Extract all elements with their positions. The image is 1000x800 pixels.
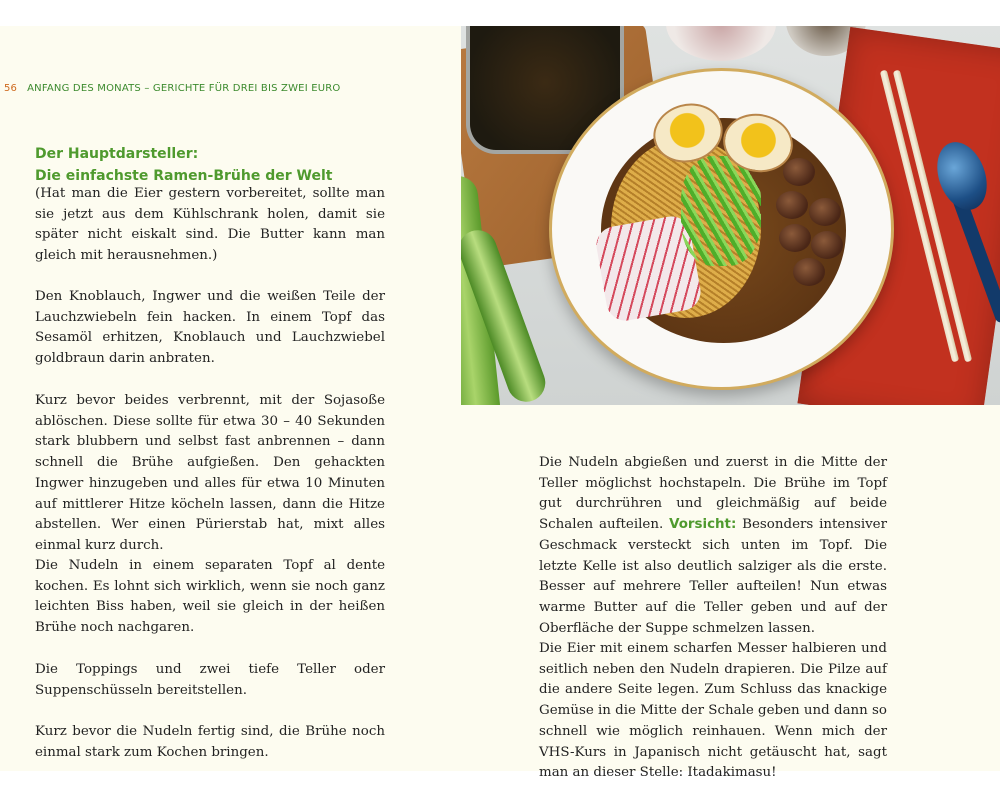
mushroom — [811, 231, 843, 259]
ramen-photo — [461, 26, 1000, 405]
mushroom — [793, 258, 825, 286]
paragraph: Die Eier mit einem scharfen Messer halbieren und seitlich neben den Nudeln drapieren. Die Pilze auf die andere Seite legen. Zum Schluss das knackige Gemüse in die Mitte der Schale geben und dann so schnell wie möglich reinhauen. Wenn mich der VHS-Kurs in Japanisch nicht getäuscht hat, sagt man an dieser Stelle: Itadakimasu! — [539, 641, 887, 781]
scallion-topping — [681, 156, 761, 266]
section-heading-line1: Der Hauptdarsteller: — [35, 146, 199, 162]
mushroom — [779, 224, 811, 252]
paragraph — [539, 453, 887, 639]
page-number: 56 — [4, 83, 18, 94]
paragraph: Den Knoblauch, Ingwer und die weißen Teile der Lauchzwiebeln fein hacken. In einem Topf das Sesamöl erhitzen, Knoblauch und Lauchzwiebel goldbraun darin anbraten. — [35, 289, 385, 367]
paragraph: Die Toppings und zwei tiefe Teller oder Suppenschüsseln bereitstellen. — [35, 662, 385, 698]
paragraph-text: Besonders intensiver Geschmack versteckt sich unten im Topf. Die letzte Kelle ist also deutlich salziger als die erste. Besser auf mehrere Teller aufteilen! Nun etwas warme Butter auf die Teller geben und auf der Oberfläche der Suppe schmelzen lassen. — [539, 517, 887, 636]
caution-keyword: Vorsicht: — [669, 517, 737, 533]
mushroom — [783, 158, 815, 186]
running-head — [4, 83, 340, 94]
section-heading — [35, 143, 332, 187]
side-bowl — [666, 26, 776, 61]
mushroom — [809, 198, 841, 226]
paragraph: Kurz bevor die Nudeln fertig sind, die Brühe noch einmal stark zum Kochen bringen. — [35, 724, 385, 760]
paragraph-text: Die Nudeln abgießen und zuerst in die Mitte der Teller möglichst hochstapeln. Die Brühe im Topf gut durchrühren und gleichmäßig auf beide Schalen aufteilen. — [539, 455, 887, 533]
paragraph: (Hat man die Eier gestern vorbereitet, sollte man sie jetzt aus dem Kühlschrank holen, damit sie später nicht eiskalt sind. Die Butter kann man gleich mit herausnehmen.) — [35, 186, 385, 264]
section-heading-line2: Die einfachste Ramen-Brühe der Welt — [35, 168, 333, 184]
paragraph: Kurz bevor beides verbrennt, mit der Sojasoße ablöschen. Diese sollte für etwa 30 – 40 Sekunden stark blubbern und selbst fast anbrennen – dann schnell die Brühe aufgießen. Den gehackten Ingwer hinzugeben und alles für etwa 10 Minuten auf mittlerer Hitze köcheln lassen, dann die Hitze abstellen. Wer einen Pürierstab hat, mixt alles einmal kurz durch. — [35, 393, 385, 553]
mushroom — [776, 191, 808, 219]
paragraph: Die Nudeln in einem separaten Topf al dente kochen. Es lohnt sich wirklich, wenn sie noch ganz leichten Biss haben, weil sie gleich in der heißen Brühe noch nachgaren. — [35, 558, 385, 636]
running-head-text: ANFANG DES MONATS – GERICHTE FÜR DREI BIS ZWEI EURO — [27, 83, 341, 94]
